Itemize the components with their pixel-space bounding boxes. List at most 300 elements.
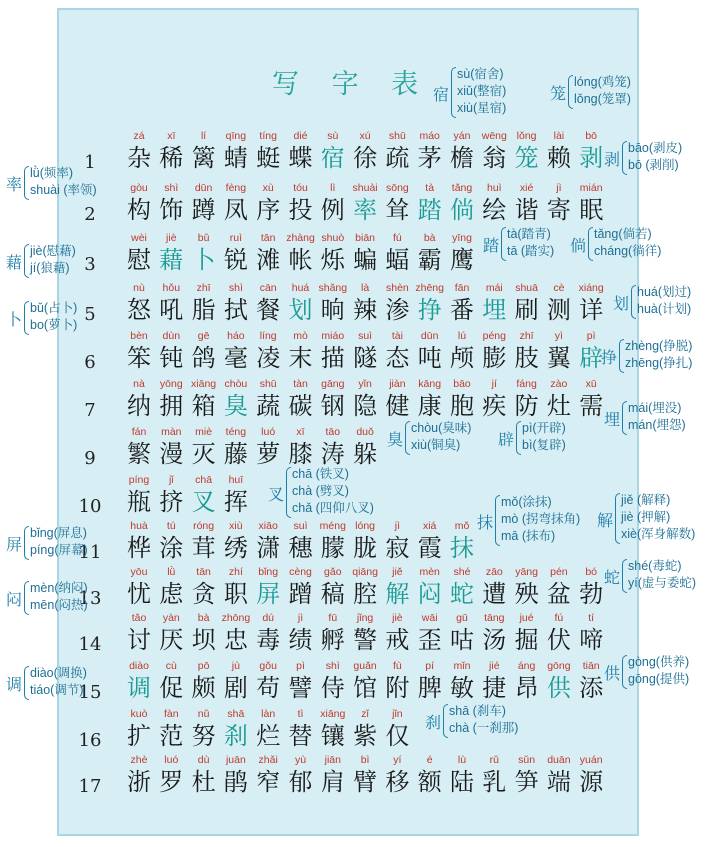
hanzi-character: 啼 [579, 626, 604, 654]
hanzi-character: 职 [223, 580, 248, 608]
hanzi-character: 颇 [191, 674, 216, 702]
reading-example: píng(屏幕) [30, 543, 88, 557]
reading-example: zhèng(挣脱) [625, 339, 693, 353]
character-cell [574, 612, 608, 655]
hanzi-character: 坝 [191, 626, 216, 654]
pinyin-label: shuài [352, 182, 378, 194]
character-cell [187, 660, 221, 703]
polyphone-character: 宿 [433, 84, 450, 104]
pinyin-label: chòu [224, 378, 248, 390]
character-cell [413, 330, 447, 373]
character-cell [219, 612, 253, 655]
character-cell [251, 426, 285, 469]
hanzi-character: 烁 [320, 246, 345, 274]
brace-icon [619, 339, 624, 373]
pinyin-label: kāng [418, 378, 442, 390]
pinyin-label: bǔ [197, 232, 210, 244]
hanzi-character: 稀 [159, 144, 184, 172]
brace-icon [495, 495, 500, 546]
hanzi-character: 盆 [546, 580, 571, 608]
hanzi-character: 渗 [385, 296, 410, 324]
character-cell [154, 612, 188, 655]
hanzi-character: 附 [385, 674, 410, 702]
pinyin-label: jì [394, 520, 401, 532]
brace-icon [24, 666, 29, 700]
hanzi-character: 霞 [417, 534, 442, 562]
character-cell [542, 566, 576, 609]
character-cell [413, 660, 447, 703]
polyphone-character: 刹 [425, 713, 442, 732]
pinyin-label: gǒu [259, 660, 277, 672]
hanzi-character: 防 [514, 392, 539, 420]
pinyin-label: wèi [131, 232, 147, 244]
character-cell [187, 130, 221, 173]
hanzi-character: 吼 [159, 296, 184, 324]
character-cell [413, 378, 447, 421]
pinyin-label: jǐng [356, 612, 374, 624]
hanzi-character: 钢 [320, 392, 345, 420]
pinyin-label: zhī [196, 282, 211, 294]
character-cell [251, 612, 285, 655]
pinyin-label: huà [130, 520, 148, 532]
character-cell [445, 660, 479, 703]
character-cell [316, 282, 350, 325]
pinyin-label: duǒ [356, 426, 374, 438]
pinyin-label: shū [259, 378, 277, 390]
character-cell [316, 566, 350, 609]
pinyin-label: xiá [422, 520, 437, 532]
hanzi-character: 捷 [482, 674, 507, 702]
pinyin-label: fú [554, 612, 564, 624]
pinyin-label: jué [519, 612, 534, 624]
hanzi-character: 毫 [223, 344, 248, 372]
reading-example: shuài (率领) [30, 183, 97, 197]
character-cell [154, 660, 188, 703]
pinyin-label: shì [228, 282, 243, 294]
pinyin-label: shì [164, 182, 179, 194]
character-cell [316, 708, 350, 751]
pinyin-label: zāo [485, 566, 503, 578]
hanzi-character: 剥 [579, 144, 604, 172]
character-cell [219, 754, 253, 797]
pinyin-label: diào [129, 660, 149, 672]
hanzi-character: 疏 [385, 144, 410, 172]
hanzi-character: 寂 [385, 534, 410, 562]
brace-icon [588, 227, 593, 261]
hanzi-character: 臂 [353, 768, 378, 796]
character-cell [413, 182, 447, 225]
character-cell [284, 282, 318, 325]
character-cell [251, 182, 285, 225]
reading-example: jiě (解释) [621, 493, 671, 507]
lesson-number: 17 [78, 776, 102, 797]
lesson-number: 2 [84, 204, 96, 225]
character-cell [477, 130, 511, 173]
hanzi-character: 绩 [288, 626, 313, 654]
pinyin-label: xī [167, 130, 176, 142]
pinyin-label: zhēng [415, 282, 444, 294]
hanzi-character: 浙 [127, 768, 151, 796]
character-cell [510, 612, 544, 655]
character-cell [445, 232, 479, 275]
brace-icon [631, 285, 636, 319]
character-cell [477, 660, 511, 703]
hanzi-character: 宿 [320, 144, 345, 172]
pinyin-label: gōng [547, 660, 571, 672]
lesson-number: 11 [78, 542, 102, 563]
hanzi-character: 吨 [417, 344, 442, 372]
pinyin-label: tāng [484, 612, 505, 624]
hanzi-character: 辟 [579, 344, 604, 372]
character-cell [154, 426, 188, 469]
hanzi-character: 源 [579, 768, 604, 796]
reading-example: yí(虚与委蛇) [628, 576, 697, 590]
pinyin-label: jiàn [389, 378, 406, 390]
pinyin-label: xiāo [258, 520, 278, 532]
pinyin-label: gāng [321, 378, 345, 390]
character-cell [219, 130, 253, 173]
hanzi-character: 瓶 [127, 488, 151, 516]
character-cell [122, 612, 156, 655]
hanzi-character: 膝 [288, 440, 313, 468]
hanzi-character: 昂 [514, 674, 539, 702]
pinyin-label: jiān [324, 754, 341, 766]
pinyin-label: dié [293, 130, 308, 142]
character-cell [219, 708, 253, 751]
character-cell [445, 612, 479, 655]
pinyin-label: bāo [453, 378, 471, 390]
pinyin-label: zǐ [361, 708, 369, 720]
character-cell [219, 378, 253, 421]
hanzi-character: 范 [159, 722, 184, 750]
hanzi-character: 朦 [320, 534, 345, 562]
pinyin-label: cèng [289, 566, 312, 578]
pinyin-label: bō [585, 130, 598, 142]
character-cell [510, 182, 544, 225]
pinyin-label: dù [197, 754, 210, 766]
character-cell [413, 130, 447, 173]
pinyin-label: nà [133, 378, 145, 390]
pinyin-label: lú [457, 330, 467, 342]
reading-example: gōng(提供) [628, 672, 690, 686]
pinyin-label: wāi [421, 612, 438, 624]
character-cell [154, 232, 188, 275]
lesson-number: 7 [84, 400, 96, 421]
pinyin-label: shuò [321, 232, 345, 244]
polyphone-character: 埋 [604, 410, 621, 429]
brace-icon [516, 421, 521, 455]
reading-example: bì(复辟) [522, 438, 566, 452]
character-cell [348, 708, 382, 751]
character-cell [316, 660, 350, 703]
character-cell [542, 130, 576, 173]
hanzi-character: 臭 [223, 392, 248, 420]
hanzi-character: 末 [288, 344, 313, 372]
hanzi-character: 伏 [546, 626, 571, 654]
character-cell [219, 520, 253, 563]
character-cell [284, 130, 318, 173]
hanzi-character: 辣 [353, 296, 378, 324]
hanzi-character: 序 [256, 196, 281, 224]
hanzi-character: 乳 [482, 768, 507, 796]
character-cell [445, 754, 479, 797]
hanzi-character: 灶 [546, 392, 571, 420]
character-cell [284, 520, 318, 563]
pinyin-label: bèn [130, 330, 148, 342]
character-cell [251, 754, 285, 797]
hanzi-character: 踏 [417, 196, 442, 224]
character-cell [154, 378, 188, 421]
hanzi-character: 涛 [320, 440, 345, 468]
reading-example: mái(埋没) [628, 401, 682, 415]
hanzi-character: 讨 [127, 626, 151, 654]
hanzi-character: 藉 [159, 246, 184, 274]
pinyin-label: yǐn [358, 378, 372, 390]
reading-example: mēn(闷热) [30, 598, 88, 612]
character-cell [122, 426, 156, 469]
pinyin-label: lǜ [167, 566, 176, 578]
pinyin-label: zhōng [221, 612, 251, 624]
reading-example: tā (踏实) [507, 244, 555, 258]
hanzi-character: 蝠 [385, 246, 410, 274]
character-cell [251, 130, 285, 173]
character-cell [122, 330, 156, 373]
hanzi-character: 帐 [288, 246, 313, 274]
hanzi-character: 笨 [127, 344, 151, 372]
pinyin-label: xiáng [578, 282, 604, 294]
character-cell [284, 330, 318, 373]
pinyin-label: jì [556, 182, 562, 194]
reading-example: tiáo(调节) [30, 683, 84, 697]
polyphone-character: 剥 [604, 150, 621, 169]
hanzi-character: 餐 [256, 296, 281, 324]
hanzi-character: 桦 [127, 534, 151, 562]
pinyin-label: tà [425, 182, 435, 194]
pinyin-label: fàn [163, 708, 179, 720]
hanzi-character: 翼 [546, 344, 571, 372]
pinyin-label: fán [131, 426, 147, 438]
pinyin-label: pì [586, 330, 596, 342]
pinyin-label: tóu [293, 182, 308, 194]
character-cell [413, 566, 447, 609]
pinyin-label: gē [197, 330, 210, 342]
hanzi-character: 凌 [256, 344, 281, 372]
character-cell [510, 330, 544, 373]
pinyin-label: huī [228, 474, 244, 486]
hanzi-character: 郁 [288, 768, 313, 796]
hanzi-character: 解 [385, 580, 410, 608]
character-cell [187, 182, 221, 225]
lesson-number: 1 [84, 152, 96, 173]
brace-icon [622, 141, 627, 175]
pinyin-label: bì [360, 754, 370, 766]
hanzi-character: 窄 [256, 768, 281, 796]
polyphone-character: 闷 [6, 590, 23, 609]
character-cell [380, 282, 414, 325]
character-cell [542, 378, 576, 421]
pinyin-label: lì [330, 182, 336, 194]
pinyin-label: xiāng [320, 708, 346, 720]
pinyin-label: yán [453, 130, 471, 142]
character-cell [413, 520, 447, 563]
pinyin-label: pí [425, 660, 435, 672]
hanzi-character: 慰 [127, 246, 151, 274]
brace-icon [24, 244, 29, 278]
page-title: 写 字 表 [272, 69, 431, 100]
reading-example: gòng(供养) [628, 655, 690, 669]
pinyin-label: xiù [229, 520, 243, 532]
hanzi-character: 腔 [353, 580, 378, 608]
character-cell [380, 660, 414, 703]
pinyin-label: tiān [582, 660, 600, 672]
hanzi-character: 杜 [191, 768, 216, 796]
hanzi-character: 侍 [320, 674, 345, 702]
reading-example: xiǔ(整宿) [457, 84, 507, 98]
character-cell [348, 660, 382, 703]
character-cell [445, 182, 479, 225]
character-cell [380, 378, 414, 421]
hanzi-character: 胞 [450, 392, 474, 420]
pinyin-label: tí [588, 612, 595, 624]
character-cell [413, 232, 447, 275]
pinyin-label: lóng [355, 520, 376, 532]
pinyin-label: pén [550, 566, 568, 578]
character-cell [348, 232, 382, 275]
pinyin-label: dú [262, 612, 275, 624]
hanzi-character: 挣 [417, 296, 442, 324]
brace-icon [622, 655, 627, 689]
hanzi-character: 膨 [482, 344, 507, 372]
hanzi-character: 掘 [514, 626, 539, 654]
hanzi-character: 耸 [385, 196, 410, 224]
character-cell [348, 566, 382, 609]
character-cell [477, 282, 511, 325]
pinyin-label: mò [293, 330, 308, 342]
hanzi-character: 滩 [256, 246, 281, 274]
hanzi-character: 卜 [191, 246, 216, 274]
character-cell [122, 520, 156, 563]
character-cell [316, 378, 350, 421]
reading-example: xiù(铜臭) [411, 438, 461, 452]
polyphone-character: 划 [613, 294, 630, 313]
pinyin-label: pì [296, 660, 305, 672]
pinyin-label: tú [166, 520, 176, 532]
character-cell [542, 660, 576, 703]
hanzi-character: 怒 [127, 296, 151, 324]
hanzi-character: 详 [579, 296, 604, 324]
lesson-number: 9 [84, 448, 96, 469]
character-cell [316, 426, 350, 469]
reading-example: pì(开辟) [522, 421, 566, 435]
hanzi-character: 馆 [353, 674, 378, 702]
brace-icon [622, 559, 627, 593]
character-cell [251, 708, 285, 751]
polyphone-character: 率 [6, 175, 23, 194]
hanzi-character: 疾 [482, 392, 507, 420]
character-cell [348, 754, 382, 797]
hanzi-character: 康 [417, 392, 442, 420]
character-cell [574, 182, 608, 225]
character-cell [348, 378, 382, 421]
hanzi-character: 蜓 [256, 144, 281, 172]
pinyin-label: tì [297, 708, 304, 720]
character-cell [251, 566, 285, 609]
hanzi-character: 率 [353, 196, 378, 224]
hanzi-character: 笋 [514, 768, 539, 796]
pinyin-label: yù [294, 754, 307, 766]
pinyin-label: tǎo [131, 612, 147, 624]
character-cell [219, 566, 253, 609]
hanzi-character: 咕 [450, 626, 474, 654]
hanzi-character: 端 [546, 768, 571, 796]
lesson-number: 3 [84, 254, 96, 275]
pinyin-label: hǒu [162, 282, 181, 294]
hanzi-character: 篱 [191, 144, 216, 172]
pinyin-label: chā [195, 474, 213, 486]
character-cell [316, 330, 350, 373]
hanzi-character: 灭 [191, 440, 216, 468]
hanzi-character: 歪 [417, 626, 442, 654]
hanzi-character: 茅 [417, 144, 442, 172]
pinyin-label: nù [133, 282, 145, 294]
character-cell [542, 754, 576, 797]
reading-example: shā (刹车) [449, 704, 506, 718]
hanzi-character: 漫 [159, 440, 184, 468]
hanzi-character: 拥 [159, 392, 184, 420]
hanzi-character: 番 [450, 296, 474, 324]
character-cell [348, 520, 382, 563]
character-cell [380, 754, 414, 797]
hanzi-character: 替 [288, 722, 313, 750]
hanzi-character: 努 [191, 722, 216, 750]
polyphone-character: 藉 [6, 253, 23, 272]
character-cell [122, 378, 156, 421]
pinyin-label: xī [296, 426, 305, 438]
pinyin-label: mǐn [453, 660, 471, 672]
character-cell [122, 282, 156, 325]
character-cell [154, 566, 188, 609]
hanzi-character: 调 [127, 674, 151, 702]
hanzi-character: 倘 [450, 196, 474, 224]
pinyin-label: cù [165, 660, 177, 672]
pinyin-label: wēng [481, 130, 507, 142]
hanzi-character: 蹭 [288, 580, 313, 608]
pinyin-label: duān [547, 754, 571, 766]
hanzi-character: 描 [320, 344, 345, 372]
reading-example: lǜ(频率) [30, 166, 74, 180]
reading-example: sù(宿舍) [457, 67, 504, 81]
hanzi-character: 勃 [579, 580, 604, 608]
hanzi-character: 霸 [417, 246, 442, 274]
pinyin-label: xú [359, 130, 371, 142]
brace-icon [286, 467, 291, 518]
hanzi-character: 遭 [482, 580, 507, 608]
hanzi-character: 态 [385, 344, 410, 372]
pinyin-label: tāo [325, 426, 341, 438]
pinyin-label: dūn [194, 182, 213, 194]
hanzi-character: 叉 [191, 488, 216, 516]
character-cell [122, 474, 156, 517]
hanzi-character: 忠 [223, 626, 248, 654]
polyphone-character: 卜 [6, 310, 23, 329]
table-row [0, 754, 720, 806]
hanzi-character: 鹃 [223, 768, 248, 796]
pinyin-label: mái [485, 282, 503, 294]
hanzi-character: 晌 [320, 296, 345, 324]
pinyin-label: suì [293, 520, 308, 532]
hanzi-character: 划 [288, 296, 313, 324]
reading-example: xiù(星宿) [457, 101, 507, 115]
